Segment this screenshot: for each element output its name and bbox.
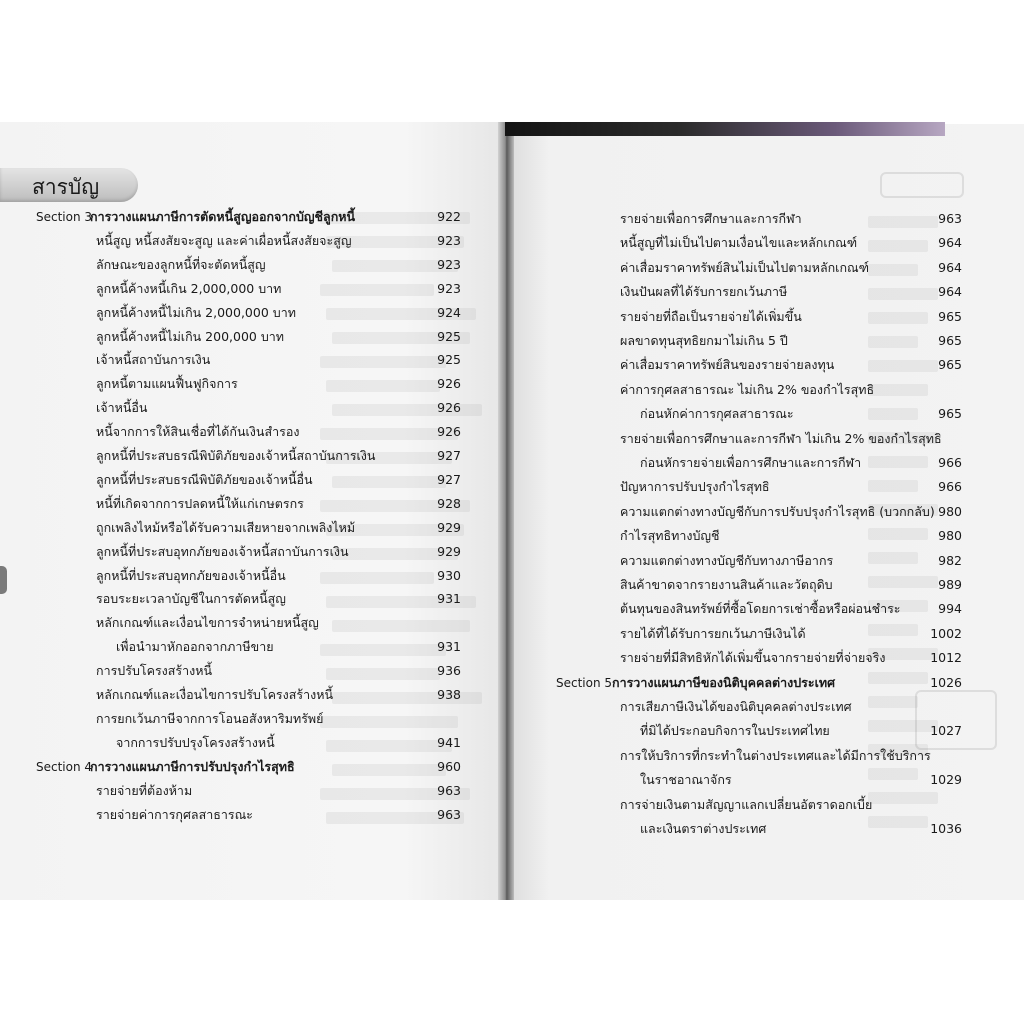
page-number: 963 — [437, 782, 461, 798]
toc-entry — [556, 623, 962, 645]
toc-entry — [556, 232, 962, 254]
page-number: 980 — [938, 503, 962, 519]
entry-title: หนี้สูญ หนี้สงสัยจะสูญ และค่าเผื่อหนี้สงสัยจะสูญ — [96, 232, 352, 248]
toc-entry — [556, 452, 962, 474]
entry-title: ลูกหนี้ตามแผนฟื้นฟูกิจการ — [96, 376, 238, 392]
entry-title: รายจ่ายที่ถือเป็นรายจ่ายได้เพิ่มขึ้น — [620, 308, 802, 324]
entry-title: การเสียภาษีเงินได้ของนิติบุคคลต่างประเทศ — [620, 699, 852, 714]
page-number: 929 — [437, 543, 461, 559]
entry-title: เงินปันผลที่ได้รับการยกเว้นภาษี — [620, 284, 788, 300]
page-number: 938 — [437, 687, 461, 702]
toc-entry — [556, 281, 962, 303]
page-number: 982 — [938, 552, 962, 568]
toc-entry — [556, 330, 962, 352]
page-number: 963 — [437, 806, 461, 822]
entry-title: เจ้าหนี้อื่น — [96, 400, 148, 416]
entry-title: รายจ่ายเพื่อการศึกษาและการกีฬา — [620, 211, 802, 226]
toc-entry — [556, 476, 962, 498]
page-number: 922 — [437, 209, 461, 224]
entry-title: สินค้าขาดจากรายงานสินค้าและวัตถุดิบ — [620, 577, 833, 592]
page-number: 926 — [437, 376, 461, 392]
toc-entry — [556, 818, 962, 840]
page-number: 964 — [938, 259, 962, 275]
entry-title: หนี้สูญที่ไม่เป็นไปตามเงื่อนไขและหลักเกณฑ์ — [620, 235, 858, 251]
page-number: 1036 — [930, 821, 962, 836]
entry-title: ค่าการกุศลสาธารณะ ไม่เกิน 2% ของกำไรสุทธิ — [620, 381, 875, 397]
entry-title: ลูกหนี้ค้างหนี้ไม่เกิน 2,000,000 บาท — [96, 304, 296, 320]
entry-title: ค่าเสื่อมราคาทรัพย์สินของรายจ่ายลงทุน — [620, 357, 835, 373]
entry-title: ลูกหนี้ที่ประสบอุทกภัยของเจ้าหนี้สถาบันการเงิน — [96, 543, 349, 559]
page-number: 965 — [938, 406, 962, 422]
page-number: 927 — [437, 448, 461, 463]
entry-title: ค่าเสื่อมราคาทรัพย์สินไม่เป็นไปตามหลักเกณฑ์ — [620, 259, 869, 275]
entry-title: ก่อนหักรายจ่ายเพื่อการศึกษาและการกีฬา — [640, 455, 862, 470]
toc-entry — [556, 525, 962, 547]
toc-entry — [556, 428, 962, 450]
entry-title: หนี้จากการให้สินเชื่อที่ได้กันเงินสำรอง — [96, 424, 300, 440]
entry-title: การปรับโครงสร้างหนี้ — [96, 663, 213, 679]
entry-title: การวางแผนภาษีการปรับปรุงกำไรสุทธิ — [90, 758, 295, 774]
entry-title: การจ่ายเงินตามสัญญาแลกเปลี่ยนอัตราดอกเบี้ย — [620, 796, 873, 812]
page-number: 926 — [437, 424, 461, 440]
page-number: 1026 — [930, 674, 962, 690]
toc-entry — [556, 574, 962, 596]
page-number: 931 — [437, 639, 461, 655]
toc-entry — [556, 720, 962, 742]
entry-title: ก่อนหักค่าการกุศลสาธารณะ — [640, 406, 794, 422]
entry-title: หลักเกณฑ์และเงื่อนไขการจำหน่ายหนี้สูญ — [96, 615, 319, 631]
page-number: 963 — [938, 211, 962, 226]
toc-entry — [556, 257, 962, 279]
entry-title: การวางแผนภาษีของนิติบุคคลต่างประเทศ — [612, 674, 836, 690]
page-number: 936 — [437, 663, 461, 679]
page-number: 925 — [437, 328, 461, 344]
toc-entry — [556, 306, 962, 328]
toc-entry — [556, 354, 962, 376]
entry-title: รายจ่ายค่าการกุศลสาธารณะ — [96, 806, 253, 822]
page-number: 1029 — [930, 772, 962, 788]
entry-title: รายจ่ายที่ต้องห้าม — [96, 782, 193, 798]
entry-title: เจ้าหนี้สถาบันการเงิน — [96, 352, 211, 368]
entry-title: ที่มิได้ประกอบกิจการในประเทศไทย — [640, 723, 830, 739]
page-number: 928 — [437, 495, 461, 511]
entry-title: ในราชอาณาจักร — [640, 772, 732, 788]
entry-title: ลูกหนี้ที่ประสบธรณีพิบัติภัยของเจ้าหนี้อื่น — [96, 471, 313, 487]
page-number: 941 — [437, 734, 461, 750]
page-number: 994 — [938, 601, 962, 617]
entry-title: เพื่อนำมาหักออกจากภาษีขาย — [116, 639, 274, 655]
toc-entry — [556, 696, 962, 718]
page-number: 929 — [437, 519, 461, 535]
toc-entry — [556, 598, 962, 620]
entry-title: การให้บริการที่กระทำในต่างประเทศและได้มีการใช้บริการ — [620, 747, 931, 763]
entry-title: ความแตกต่างทางบัญชีกับทางภาษีอากร — [620, 552, 834, 568]
entry-title: ผลขาดทุนสุทธิยกมาไม่เกิน 5 ปี — [620, 333, 788, 348]
toc-entry — [556, 794, 962, 816]
page-number: 966 — [938, 455, 962, 470]
page-number: 1002 — [930, 625, 962, 641]
toc-entry — [556, 769, 962, 791]
page-number: 925 — [437, 352, 461, 368]
page-number: 924 — [437, 304, 461, 320]
page-number: 965 — [938, 308, 962, 324]
entry-title: หลักเกณฑ์และเงื่อนไขการปรับโครงสร้างหนี้ — [96, 687, 333, 702]
entry-title: ลูกหนี้ที่ประสบอุทกภัยของเจ้าหนี้อื่น — [96, 567, 286, 583]
page-number: 965 — [938, 357, 962, 373]
entry-title: ความแตกต่างทางบัญชีกับการปรับปรุงกำไรสุทธิ (บวกกลับ) — [620, 503, 935, 519]
page-number: 923 — [437, 232, 461, 248]
entry-title: ลักษณะของลูกหนี้ที่จะตัดหนี้สูญ — [96, 256, 266, 272]
entry-title: ลูกหนี้ค้างหนี้ไม่เกิน 200,000 บาท — [96, 328, 285, 344]
entry-title: ลูกหนี้ค้างหนี้เกิน 2,000,000 บาท — [96, 280, 282, 296]
page-number: 926 — [437, 400, 461, 416]
toc-entry — [556, 501, 962, 523]
toc-entry — [556, 208, 962, 230]
section-label: Section 5 — [556, 675, 613, 690]
entry-title: รอบระยะเวลาบัญชีในการตัดหนี้สูญ — [96, 591, 286, 607]
page-number: 1012 — [930, 650, 962, 666]
page-number: 923 — [437, 280, 461, 296]
page-number: 964 — [938, 235, 962, 251]
entry-title: รายจ่ายที่มีสิทธิหักได้เพิ่มขึ้นจากรายจ่ายที่จ่ายจริง — [620, 650, 886, 666]
entry-title: ต้นทุนของสินทรัพย์ที่ซื้อโดยการเช่าซื้อหรือผ่อนชำระ — [620, 601, 901, 617]
entry-title: จากการปรับปรุงโครงสร้างหนี้ — [116, 734, 275, 750]
page-number: 931 — [437, 591, 461, 607]
page-title: สารบัญ — [32, 175, 100, 199]
toc-entry — [556, 745, 962, 767]
entry-title: ปัญหาการปรับปรุงกำไรสุทธิ — [620, 479, 770, 495]
toc-entry — [556, 550, 962, 572]
entry-title: ถูกเพลิงไหม้หรือได้รับความเสียหายจากเพลิงไหม้ — [96, 519, 356, 535]
toc-entry — [556, 647, 962, 669]
toc-entry — [556, 672, 962, 694]
page-number: 930 — [437, 567, 461, 583]
entry-title: หนี้ที่เกิดจากการปลดหนี้ให้แก่เกษตรกร — [96, 495, 304, 511]
page-number: 966 — [938, 479, 962, 495]
entry-title: ลูกหนี้ที่ประสบธรณีพิบัติภัยของเจ้าหนี้สถาบันการเงิน — [96, 448, 376, 463]
entry-title: การยกเว้นภาษีจากการโอนอสังหาริมทรัพย์ — [96, 710, 324, 726]
entry-title: กำไรสุทธิทางบัญชี — [620, 528, 720, 544]
page-number: 965 — [938, 333, 962, 348]
page-number: 1027 — [930, 723, 962, 739]
entry-title: รายได้ที่ได้รับการยกเว้นภาษีเงินได้ — [620, 625, 806, 641]
page-number: 960 — [437, 758, 461, 774]
page-number: 989 — [938, 577, 962, 592]
page-number: 927 — [437, 471, 461, 487]
entry-title: การวางแผนภาษีการตัดหนี้สูญออกจากบัญชีลูกหนี้ — [90, 209, 356, 224]
toc-entry — [556, 403, 962, 425]
entry-title: รายจ่ายเพื่อการศึกษาและการกีฬา ไม่เกิน 2% ของกำไรสุทธิ — [620, 430, 942, 446]
toc-entry — [556, 379, 962, 401]
page-number: 923 — [437, 256, 461, 272]
section-label: Section 4 — [36, 759, 93, 774]
page-number: 964 — [938, 284, 962, 300]
page-number: 980 — [938, 528, 962, 544]
section-label: Section 3 — [36, 210, 93, 224]
entry-title: และเงินตราต่างประเทศ — [640, 821, 767, 836]
